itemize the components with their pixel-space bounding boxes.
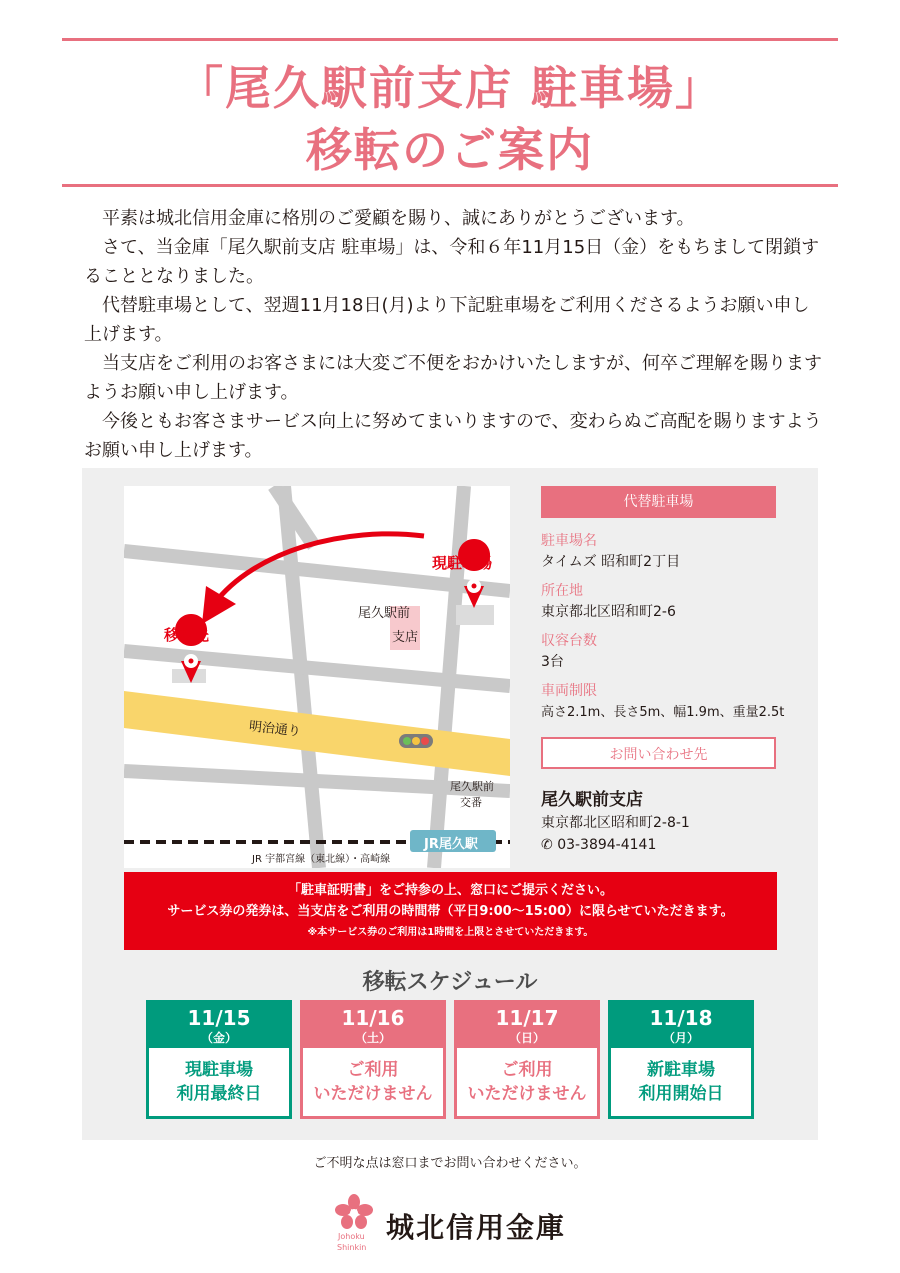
police-box-label-line2: 交番 — [460, 796, 482, 809]
railway-label: JR 宇都宮線（東北線）・高崎線 — [252, 854, 391, 865]
vehicle-limit: 高さ2.1m、長さ5m、幅1.9m、重量2.5t — [541, 705, 785, 720]
notice-line2: サービス券の発券は、当支店をご利用の時間帯（平日9:00～15:00）に限らせていただきます。 — [167, 904, 734, 919]
contact-address: 東京都北区昭和町2-8-1 — [541, 815, 690, 831]
phone-icon: ✆ — [541, 837, 553, 853]
intro-paragraph: 代替駐車場として、翌週11月18日(月)より下記駐車場をご利用くださるようお願い申し上げます。 — [84, 295, 810, 345]
police-box-label-line1: 尾久駅前 — [450, 780, 494, 793]
contact-header: お問い合わせ先 — [541, 737, 776, 769]
contact-phone-row — [541, 837, 656, 853]
schedule-status-line2: 利用開始日 — [638, 1084, 724, 1104]
intro-paragraph: 平素は城北信用金庫に格別のご愛顧を賜り、誠にありがとうございます。 — [102, 208, 695, 229]
notice-line3: ※本サービス券のご利用は1時間を上限とさせていただきます。 — [307, 927, 594, 938]
schedule-date: 11/17 — [495, 1006, 559, 1030]
parking-capacity-label: 収容台数 — [541, 633, 597, 649]
parking-capacity: 3台 — [541, 654, 564, 670]
parking-name: タイムズ 昭和町2丁目 — [541, 554, 681, 570]
schedule-date: 11/15 — [187, 1006, 251, 1030]
access-map — [124, 486, 510, 868]
intro-paragraph: 今後ともお客さまサービス向上に努めてまいりますので、変わらぬご高配を賜りますようお願い申し上げます。 — [84, 411, 822, 461]
schedule-dow: （土） — [354, 1031, 391, 1045]
contact-phone: 03-3894-4141 — [557, 837, 657, 853]
schedule-dow: （金） — [200, 1031, 237, 1045]
schedule-dow: （日） — [508, 1031, 545, 1045]
contact-branch: 尾久駅前支店 — [541, 790, 643, 810]
page-title-line2: 移転のご案内 — [306, 123, 594, 177]
station-label: JR尾久駅 — [424, 837, 478, 852]
schedule-status-line2: いただけません — [467, 1084, 587, 1104]
schedule-date: 11/18 — [649, 1006, 713, 1030]
schedule-card — [454, 1000, 600, 1119]
logo-name: 城北信用金庫 — [386, 1211, 567, 1244]
schedule-status-line2: 利用最終日 — [176, 1084, 262, 1104]
intro-text — [84, 204, 824, 465]
intro-paragraph: 当支店をご利用のお客さまには大変ご不便をおかけいたしますが、何卒ご理解を賜りますようお願い申し上げます。 — [84, 353, 822, 403]
notice-line1: 「駐車証明書」をご持参の上、窓口にご提示ください。 — [287, 883, 613, 898]
vehicle-limit-label: 車両制限 — [541, 683, 597, 699]
notice-box — [124, 872, 777, 950]
current-parking-label: 現駐車場 — [432, 554, 493, 572]
schedule-card — [608, 1000, 754, 1119]
footer-note: ご不明な点は窓口までお問い合わせください。 — [313, 1156, 587, 1171]
schedule-dow: （月） — [662, 1031, 699, 1045]
new-parking-label: 移転先 — [164, 626, 210, 644]
schedule-status-line1: 新駐車場 — [647, 1060, 715, 1080]
logo-sub1: Johoku — [338, 1232, 365, 1241]
branch-label-line2: 支店 — [392, 630, 419, 645]
schedule-title: 移転スケジュール — [362, 970, 538, 995]
intro-paragraph: さて、当金庫「尾久駅前支店 駐車場」は、令和６年11月15日（金）をもちまして閉鎖することとなりました。 — [84, 237, 820, 287]
schedule-date: 11/16 — [341, 1006, 405, 1030]
road-label: 明治通り — [248, 719, 302, 740]
top-rule — [62, 38, 838, 41]
title-bottom-rule — [62, 184, 838, 187]
schedule-status-line1: 現駐車場 — [185, 1060, 253, 1080]
johoku-flower-logo-icon — [334, 1194, 374, 1230]
branch-label-line1: 尾久駅前 — [358, 606, 411, 621]
parking-name-label: 駐車場名 — [541, 533, 597, 549]
schedule-status-line1: ご利用 — [501, 1060, 553, 1080]
logo-sub2: Shinkin — [337, 1243, 367, 1252]
parking-address: 東京都北区昭和町2-6 — [541, 604, 676, 620]
schedule-card — [146, 1000, 292, 1119]
page-title-line1: 「尾久駅前支店 駐車場」 — [176, 61, 723, 115]
schedule-card — [300, 1000, 446, 1119]
parking-address-label: 所在地 — [541, 583, 583, 599]
schedule-status-line1: ご利用 — [347, 1060, 399, 1080]
parking-header: 代替駐車場 — [541, 486, 776, 518]
schedule-status-line2: いただけません — [313, 1084, 433, 1104]
